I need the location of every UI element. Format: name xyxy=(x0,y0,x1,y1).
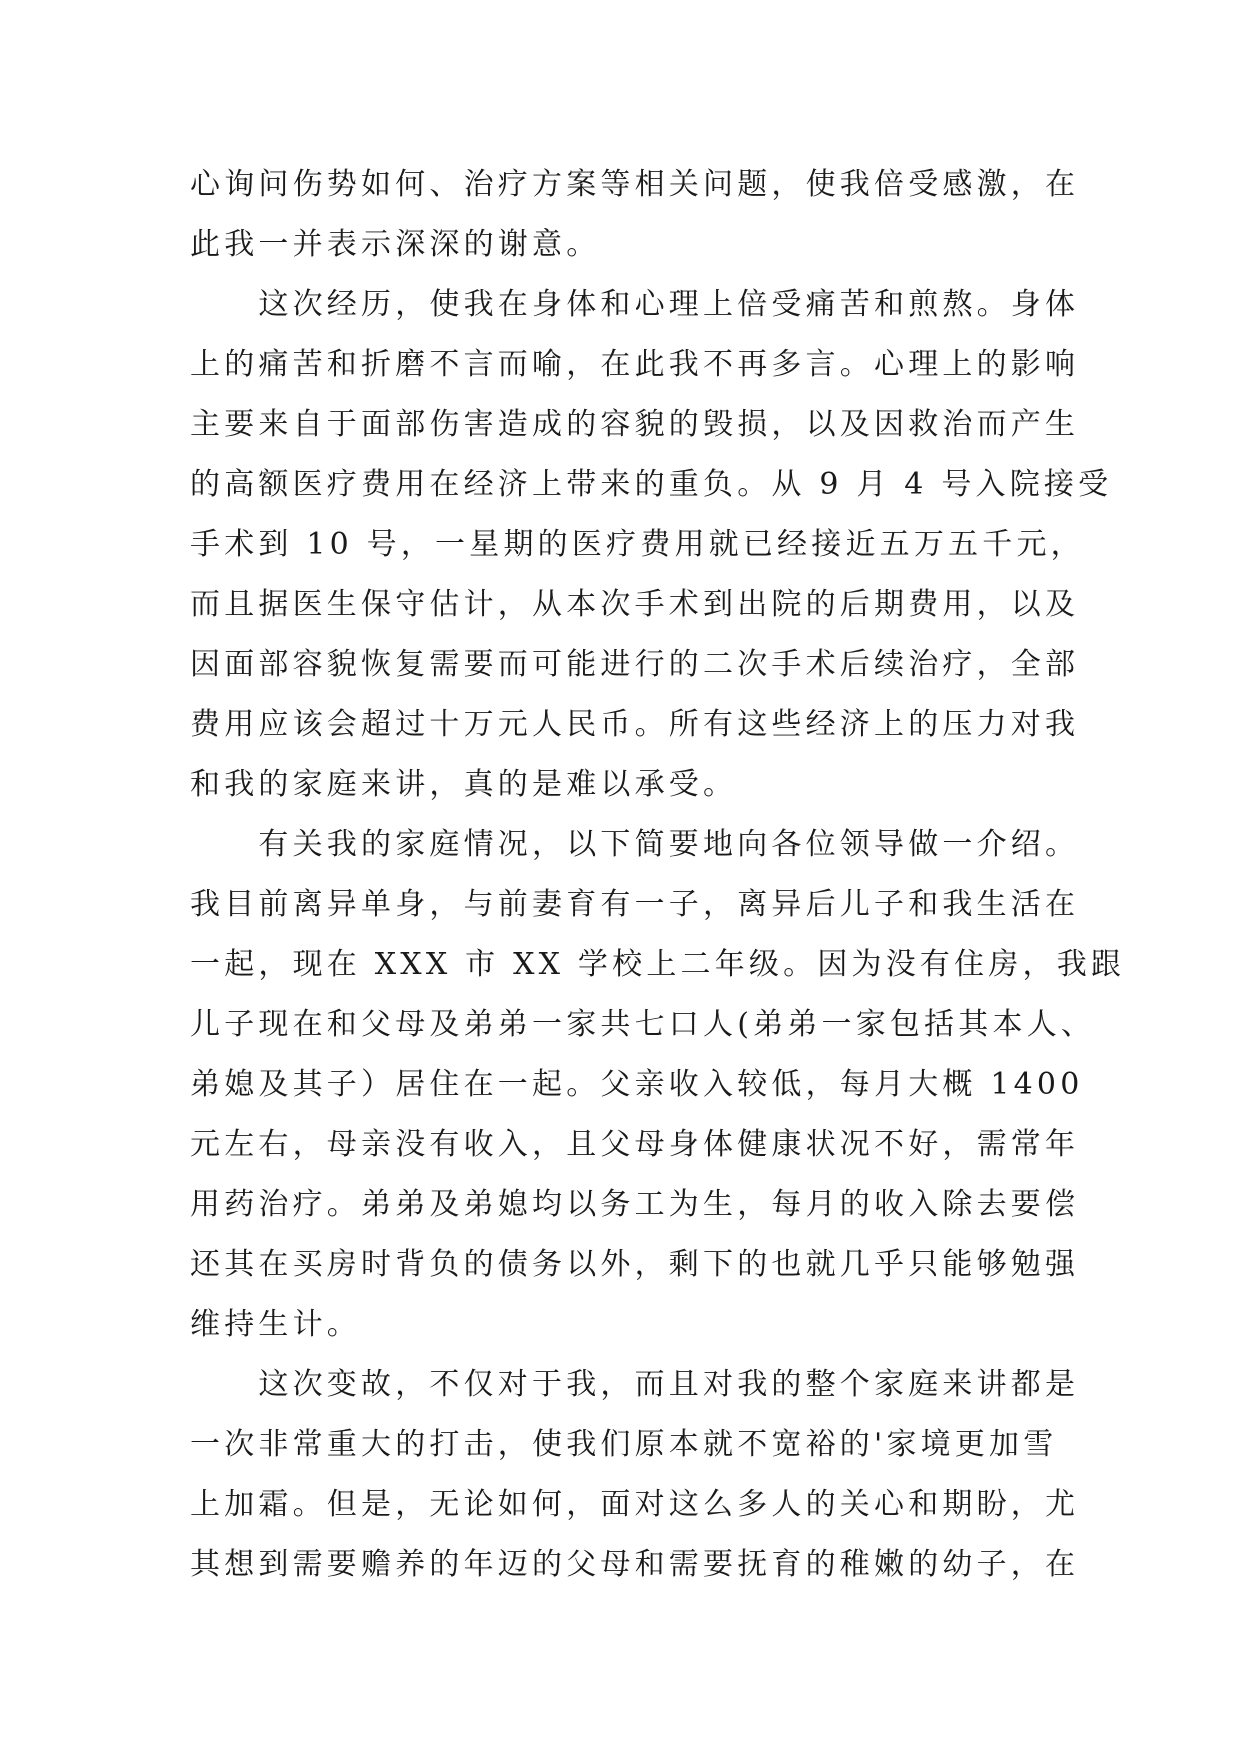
text-line: 元左右，母亲没有收入，且父母身体健康状况不好，需常年 xyxy=(190,1127,1080,1162)
body-text xyxy=(190,155,1126,1595)
text-line: 费用应该会超过十万元人民币。所有这些经济上的压力对我 xyxy=(190,707,1080,742)
text-line: 这次经历，使我在身体和心理上倍受痛苦和煎熬。身体 xyxy=(190,287,1080,322)
text-line: 此我一并表示深深的谢意。 xyxy=(190,227,601,262)
text-line: 弟媳及其子）居住在一起。父亲收入较低，每月大概 1400 xyxy=(190,1067,1084,1102)
text-line: 而且据医生保守估计，从本次手术到出院的后期费用，以及 xyxy=(190,587,1080,622)
text-line: 心询问伤势如何、治疗方案等相关问题，使我倍受感激，在 xyxy=(190,167,1080,202)
text-line: 这次变故，不仅对于我，而且对我的整个家庭来讲都是 xyxy=(190,1367,1080,1402)
text-line: 还其在买房时背负的债务以外，剩下的也就几乎只能够勉强 xyxy=(190,1247,1080,1282)
text-line: 维持生计。 xyxy=(190,1307,361,1342)
text-line: 上的痛苦和折磨不言而喻，在此我不再多言。心理上的影响 xyxy=(190,347,1080,382)
text-line: 手术到 10 号，一星期的医疗费用就已经接近五万五千元， xyxy=(190,527,1085,562)
text-line: 用药治疗。弟弟及弟媳均以务工为生，每月的收入除去要偿 xyxy=(190,1187,1080,1222)
text-line: 一次非常重大的打击，使我们原本就不宽裕的'家境更加雪 xyxy=(190,1427,1058,1462)
text-line: 上加霜。但是，无论如何，面对这么多人的关心和期盼，尤 xyxy=(190,1487,1080,1522)
text-line: 和我的家庭来讲，真的是难以承受。 xyxy=(190,767,738,802)
text-line: 的高额医疗费用在经济上带来的重负。从 9 月 4 号入院接受 xyxy=(190,467,1113,502)
text-line: 儿子现在和父母及弟弟一家共七口人(弟弟一家包括其本人、 xyxy=(190,1007,1096,1042)
text-line: 主要来自于面部伤害造成的容貌的毁损，以及因救治而产生 xyxy=(190,407,1080,442)
text-line: 其想到需要赡养的年迈的父母和需要抚育的稚嫩的幼子，在 xyxy=(190,1547,1080,1582)
text-line: 一起，现在 XXX 市 XX 学校上二年级。因为没有住房，我跟 xyxy=(190,947,1126,982)
text-line: 有关我的家庭情况，以下简要地向各位领导做一介绍。 xyxy=(190,827,1080,862)
text-line: 因面部容貌恢复需要而可能进行的二次手术后续治疗，全部 xyxy=(190,647,1080,682)
text-line: 我目前离异单身，与前妻育有一子，离异后儿子和我生活在 xyxy=(190,887,1080,922)
